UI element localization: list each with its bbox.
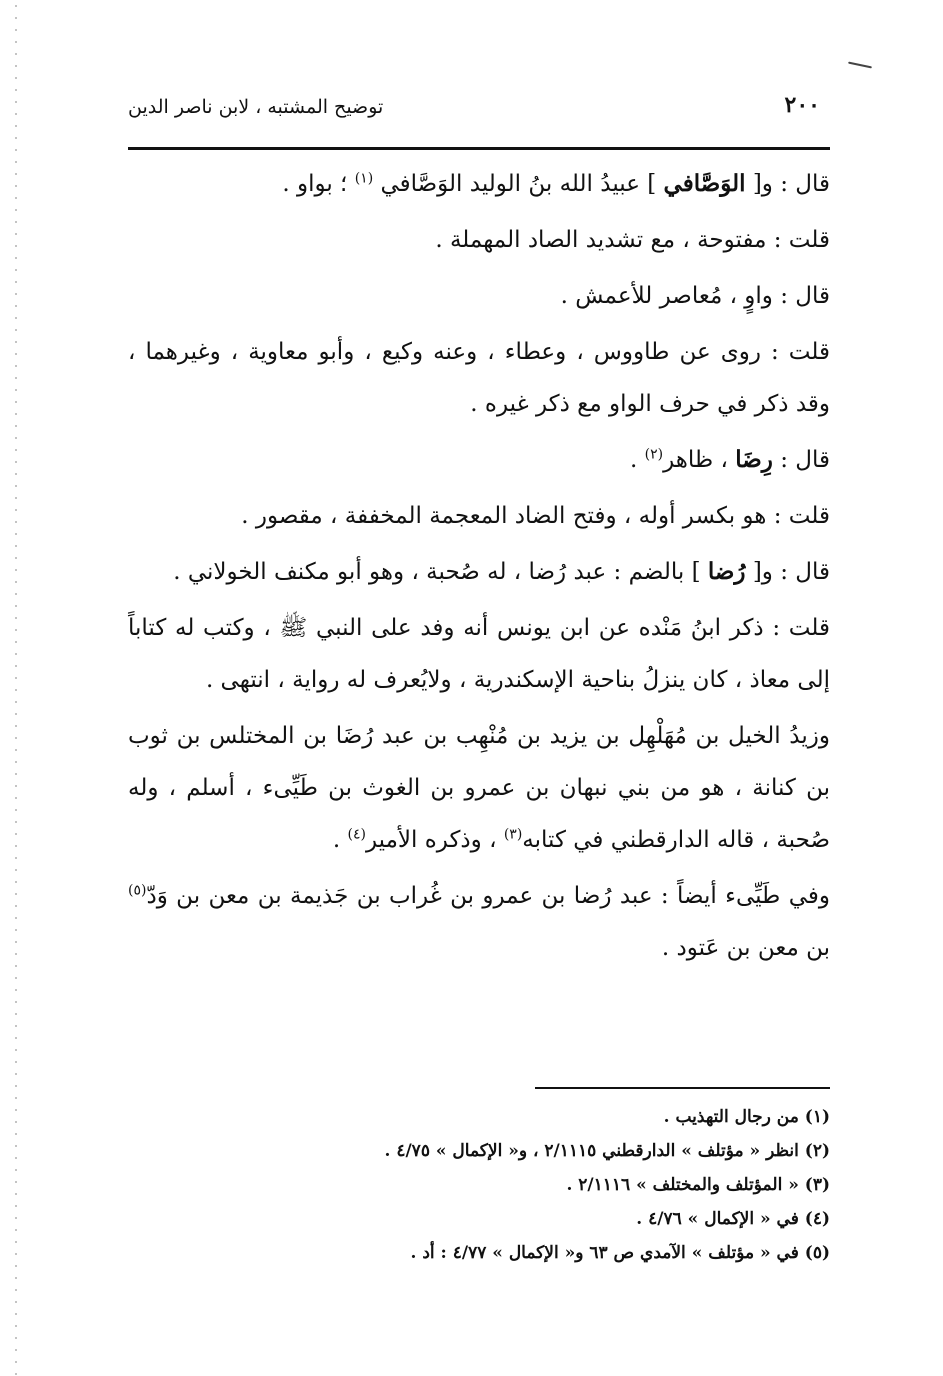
- paragraph-10: وفي طَيِّىء أيضاً : عبد رُضا بن عمرو بن غُراب بن جَذيمة بن معن بن وَدّ$^{(٥)}$ بن معن بن عَتود .: [128, 882, 830, 961]
- footnotes: [128, 1100, 830, 1270]
- page-number: ٢٠٠: [784, 92, 820, 118]
- footnote-ref: (٥): [128, 882, 147, 899]
- paragraph-1: قال : و[ الوَصَّافي ] عبيدُ الله بنُ الوليد الوَصَّافي $^{(١)}$ ؛ بواو .: [282, 170, 830, 197]
- running-title: توضيح المشتبه ، لابن ناصر الدين: [128, 96, 384, 118]
- scan-edge-dots: [14, 0, 18, 1376]
- footnote-1: (١) من رجال التهذيب .: [663, 1107, 830, 1127]
- footnote-ref: (١): [354, 170, 374, 187]
- footnote-ref: (٤): [347, 826, 366, 843]
- paragraph-9: وزيدُ الخيل بن مُهَلْهِل بن يزيد بن مُنْهِب بن عبد رُضَا بن المختلس بن ثوب بن كنانة ، هو من بني نبهان بن عمرو بن الغوث بن طَيِّىء ، أسلم ، وله صُحبة ، قاله الدارقطني في كتابه$^{(٣)}$ ، وذكره الأمير$^{(٤)}$ .: [128, 723, 830, 853]
- footnote-ref: (٢): [644, 446, 664, 463]
- entry-keyword: رُضا: [707, 558, 746, 585]
- scan-mark: [848, 62, 872, 69]
- paragraph-6: قلت : هو بكسر أوله ، وفتح الضاد المعجمة المخففة ، مقصور .: [241, 503, 830, 529]
- paragraph-7: قال : و[ رُضا ] بالضم : عبد رُضا ، له صُحبة ، وهو أبو مكنف الخولاني .: [173, 558, 830, 585]
- header-rule: [128, 147, 830, 150]
- paragraph-4: قلت : روى عن طاووس ، وعطاء ، وعنه وكيع ، وأبو معاوية ، وغيرهما ، وقد ذكر في حرف الواو مع ذكر غيره .: [128, 339, 830, 417]
- footnote-2: (٢) انظر « مؤتلف » الدارقطني ٢/١١١٥ ، و« الإكمال » ٤/٧٥ .: [384, 1141, 830, 1161]
- footnote-ref: (٣): [503, 826, 523, 843]
- main-text: [128, 158, 830, 978]
- footnote-3: (٣) « المؤتلف والمختلف » ٢/١١١٦ .: [566, 1175, 830, 1195]
- paragraph-3: قال : واوٍ ، مُعاصر للأعمش .: [560, 283, 830, 309]
- footnote-separator: [535, 1087, 830, 1089]
- page-header: [128, 90, 828, 140]
- entry-keyword: رِضَا: [735, 446, 773, 473]
- paragraph-2: قلت : مفتوحة ، مع تشديد الصاد المهملة .: [435, 227, 830, 253]
- entry-keyword: الوَصَّافي: [663, 170, 746, 197]
- footnote-4: (٤) في « الإكمال » ٤/٧٦ .: [636, 1209, 830, 1229]
- paragraph-8: قلت : ذكر ابنُ مَنْده عن ابن يونس أنه وفد على النبي ﷺ ، وكتب له كتاباً إلى معاذ ، كان ينزلُ بناحية الإسكندرية ، ولايُعرف له رواية ، انتهى .: [128, 615, 830, 693]
- paragraph-5: قال : رِضَا ، ظاهر$^{(٢)}$ .: [629, 446, 830, 473]
- footnote-5: (٥) في « مؤتلف » الآمدي ص ٦٣ و« الإكمال » ٤/٧٧ : أد .: [410, 1243, 830, 1263]
